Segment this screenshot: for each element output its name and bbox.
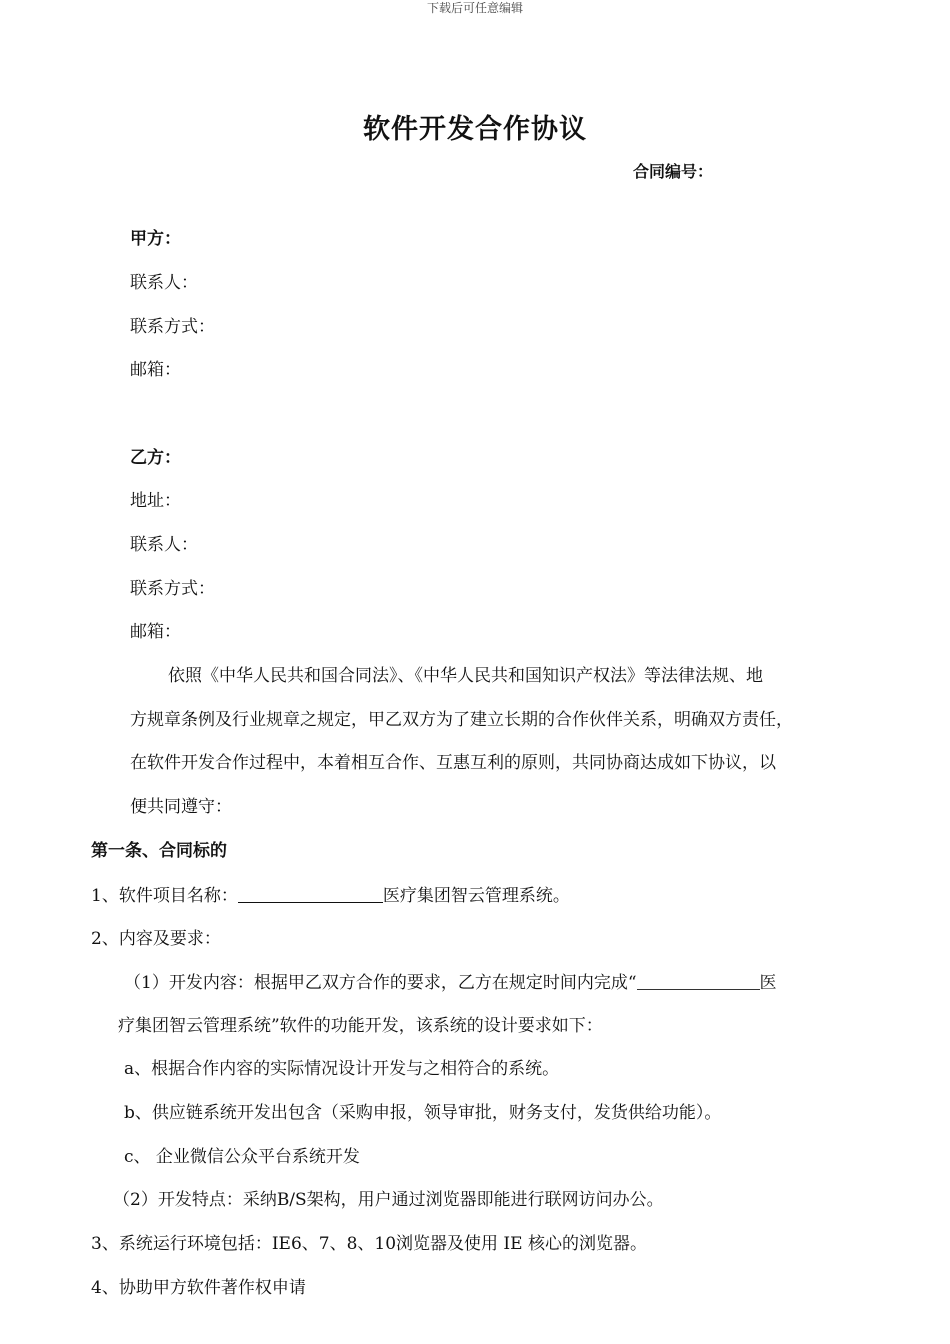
preamble-line: 方规章条例及行业规章之规定，甲乙双方为了建立长期的合作伙伴关系，明确双方责任， — [130, 710, 793, 730]
sub-item-1-prefix: （1）开发内容：根据甲乙双方合作的要求，乙方在规定时间内完成“ — [124, 973, 637, 993]
system-name-blank — [637, 971, 760, 990]
party-b-contact-person: 联系人： — [130, 535, 198, 555]
point-a: a、根据合作内容的实际情况设计开发与之相符合的系统。 — [124, 1059, 560, 1079]
party-a-heading: 甲方： — [130, 229, 181, 249]
preamble-line: 在软件开发合作过程中，本着相互合作、互惠互利的原则，共同协商达成如下协议，以 — [130, 753, 776, 773]
party-a-email: 邮箱： — [130, 360, 181, 380]
item-4-copyright: 4、协助甲方软件著作权申请 — [91, 1278, 306, 1298]
header-note: 下载后可任意编辑 — [426, 1, 523, 15]
item-1-project-name — [91, 884, 570, 907]
party-b-heading: 乙方： — [130, 448, 181, 468]
contract-number-label: 合同编号： — [633, 162, 714, 181]
preamble-line: 依照《中华人民共和国合同法》、《中华人民共和国知识产权法》等法律法规、地 — [168, 666, 763, 686]
party-b-address: 地址： — [130, 491, 181, 511]
item-1-suffix: 医疗集团智云管理系统。 — [382, 886, 570, 906]
point-b: b、供应链系统开发出包含（采购申报，领导审批，财务支付，发货供给功能）。 — [124, 1103, 722, 1123]
party-b-email: 邮箱： — [130, 622, 181, 642]
point-c: c、 企业微信公众平台系统开发 — [124, 1147, 360, 1167]
sub-item-1-development — [124, 971, 777, 994]
article-1-title: 第一条、合同标的 — [91, 841, 227, 861]
party-a-contact-person: 联系人： — [130, 273, 198, 293]
party-b-contact-method: 联系方式： — [130, 579, 215, 599]
party-a-contact-method: 联系方式： — [130, 317, 215, 337]
preamble-line: 便共同遵守： — [130, 797, 232, 817]
sub-item-1-line-2: 疗集团智云管理系统”软件的功能开发，该系统的设计要求如下： — [118, 1016, 603, 1036]
sub-item-2-features: （2）开发特点：采纳B/S架构，用户通过浏览器即能进行联网访问办公。 — [113, 1190, 664, 1210]
item-3-environment: 3、系统运行环境包括：IE6、7、8、10浏览器及使用 IE 核心的浏览器。 — [91, 1234, 647, 1254]
item-1-prefix: 1、软件项目名称： — [91, 886, 238, 906]
project-name-blank — [238, 884, 383, 903]
item-2-content: 2、内容及要求： — [91, 929, 221, 949]
sub-item-1-suffix: 医 — [759, 973, 777, 993]
document-title: 软件开发合作协议 — [363, 114, 587, 145]
